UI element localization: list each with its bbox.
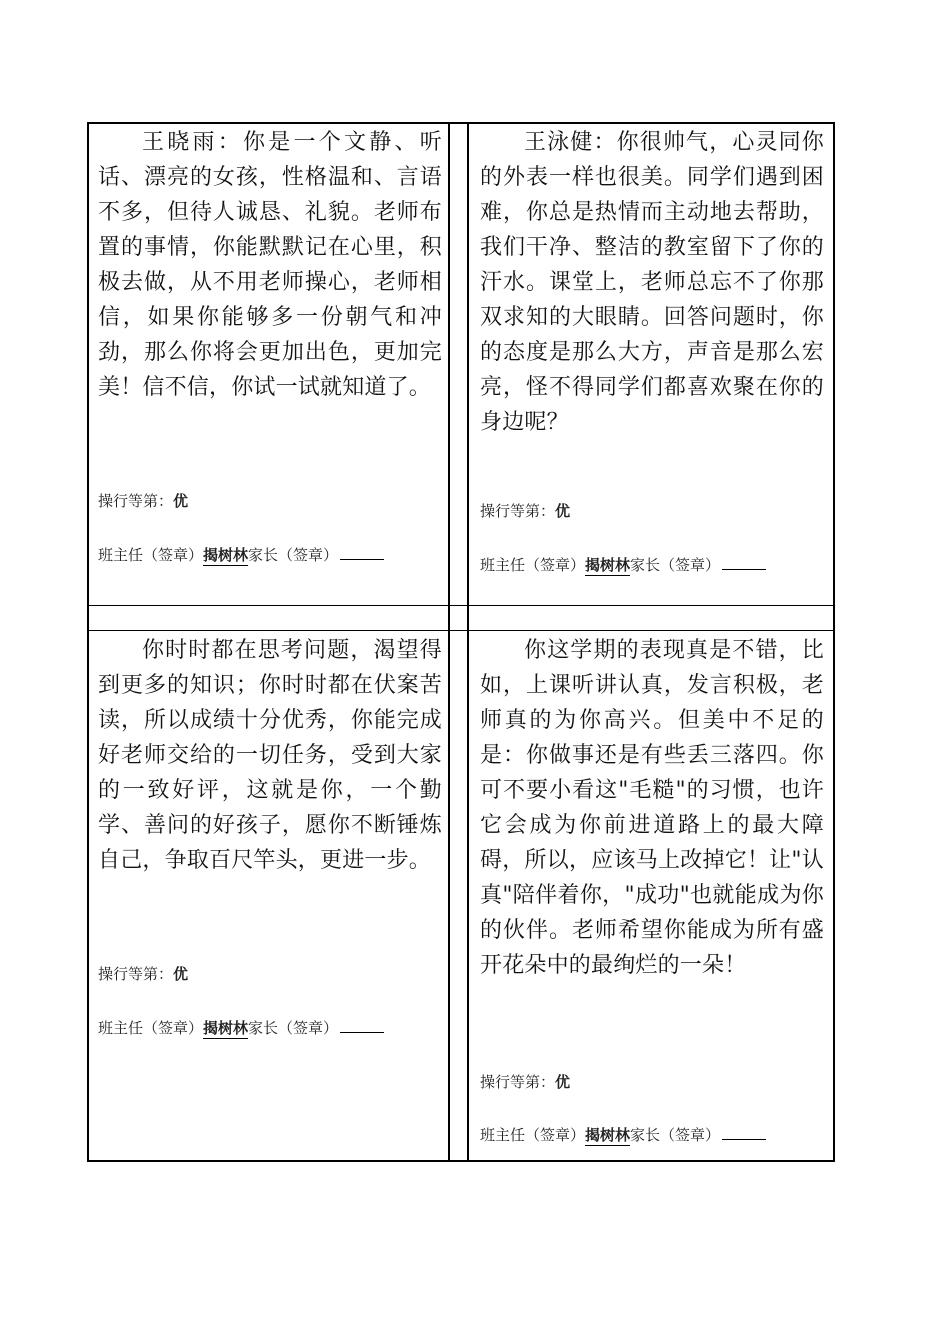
teacher-label: 班主任（签章） — [480, 1126, 586, 1144]
signature-line — [98, 544, 384, 565]
teacher-label: 班主任（签章） — [98, 1019, 204, 1037]
comment-text: 王晓雨：你是一个文静、听话、漂亮的女孩，性格温和、言语不多，但待人诚恳、礼貌。老师布置的事情，你能默默记在心里，积极去做，从不用老师操心，老师相信，如果你能够多一份朝气和冲劲，那么你将会更加出色，更加完美！信不信，你试一试就知道了。 — [98, 130, 442, 400]
table-border-bottom — [87, 1160, 835, 1162]
grade-value: 优 — [173, 965, 189, 983]
parent-label: 家长（签章） — [248, 546, 339, 564]
parent-label: 家长（签章） — [248, 1019, 339, 1037]
grade-line — [480, 500, 570, 521]
teacher-signature: 揭树林 — [585, 556, 631, 574]
parent-signature-blank[interactable] — [340, 1031, 384, 1033]
grade-label: 操行等第： — [98, 492, 174, 510]
grade-label: 操行等第： — [480, 502, 556, 520]
grade-label: 操行等第： — [480, 1073, 556, 1091]
table-border-left — [87, 122, 89, 1162]
signature-line — [480, 1124, 766, 1145]
comment-card-3 — [98, 633, 442, 1158]
grade-label: 操行等第： — [98, 965, 174, 983]
parent-label: 家长（签章） — [630, 556, 721, 574]
comment-text: 你这学期的表现真是不错，比如，上课听讲认真，发言积极，老师真的为你高兴。但美中不足的是：你做事还是有些丢三落四。你可不要小看这"毛糙"的习惯，也许它会成为你前进道路上的最大障碍，所以，应该马上改掉它！让"认真"陪伴着你，"成功"也就能成为你的伙伴。老师希望你能成为所有盛开花朵中的最绚烂的一朵！ — [480, 638, 824, 978]
comment-text: 你时时都在思考问题，渴望得到更多的知识；你时时都在伏案苦读，所以成绩十分优秀，你能完成好老师交给的一切任务，受到大家的一致好评，这就是你，一个勤学、善问的好孩子，愿你不断锤炼自己，争取百尺竿头，更进一步。 — [98, 638, 442, 873]
comment-text: 王泳健：你很帅气，心灵同你的外表一样也很美。同学们遇到困难，你总是热情而主动地去帮助，我们干净、整洁的教室留下了你的汗水。课堂上，老师总忘不了你那双求知的大眼睛。回答问题时，你的态度是那么大方，声音是那么宏亮，怪不得同学们都喜欢聚在你的身边呢？ — [480, 130, 824, 435]
grade-line — [98, 963, 188, 984]
grade-value: 优 — [555, 502, 571, 520]
parent-label: 家长（签章） — [630, 1126, 721, 1144]
column-divider-left — [448, 122, 450, 1162]
grade-line — [480, 1071, 570, 1092]
teacher-signature: 揭树林 — [203, 546, 249, 564]
signature-line — [98, 1017, 384, 1038]
comment-card-1 — [98, 125, 442, 603]
table-border-top — [87, 122, 835, 124]
parent-signature-blank[interactable] — [340, 558, 384, 560]
comment-card-2 — [480, 125, 824, 603]
column-divider-right — [467, 122, 469, 1162]
comment-card-4 — [480, 633, 824, 1158]
teacher-signature: 揭树林 — [585, 1126, 631, 1144]
row-divider-upper — [87, 605, 835, 606]
teacher-label: 班主任（签章） — [480, 556, 586, 574]
grade-value: 优 — [173, 492, 189, 510]
grade-value: 优 — [555, 1073, 571, 1091]
grade-line — [98, 490, 188, 511]
teacher-label: 班主任（签章） — [98, 546, 204, 564]
table-border-right — [833, 122, 835, 1162]
comment-table — [87, 122, 835, 1162]
signature-line — [480, 554, 766, 575]
parent-signature-blank[interactable] — [722, 1138, 766, 1140]
teacher-signature: 揭树林 — [203, 1019, 249, 1037]
parent-signature-blank[interactable] — [722, 568, 766, 570]
row-divider-lower — [87, 630, 835, 631]
